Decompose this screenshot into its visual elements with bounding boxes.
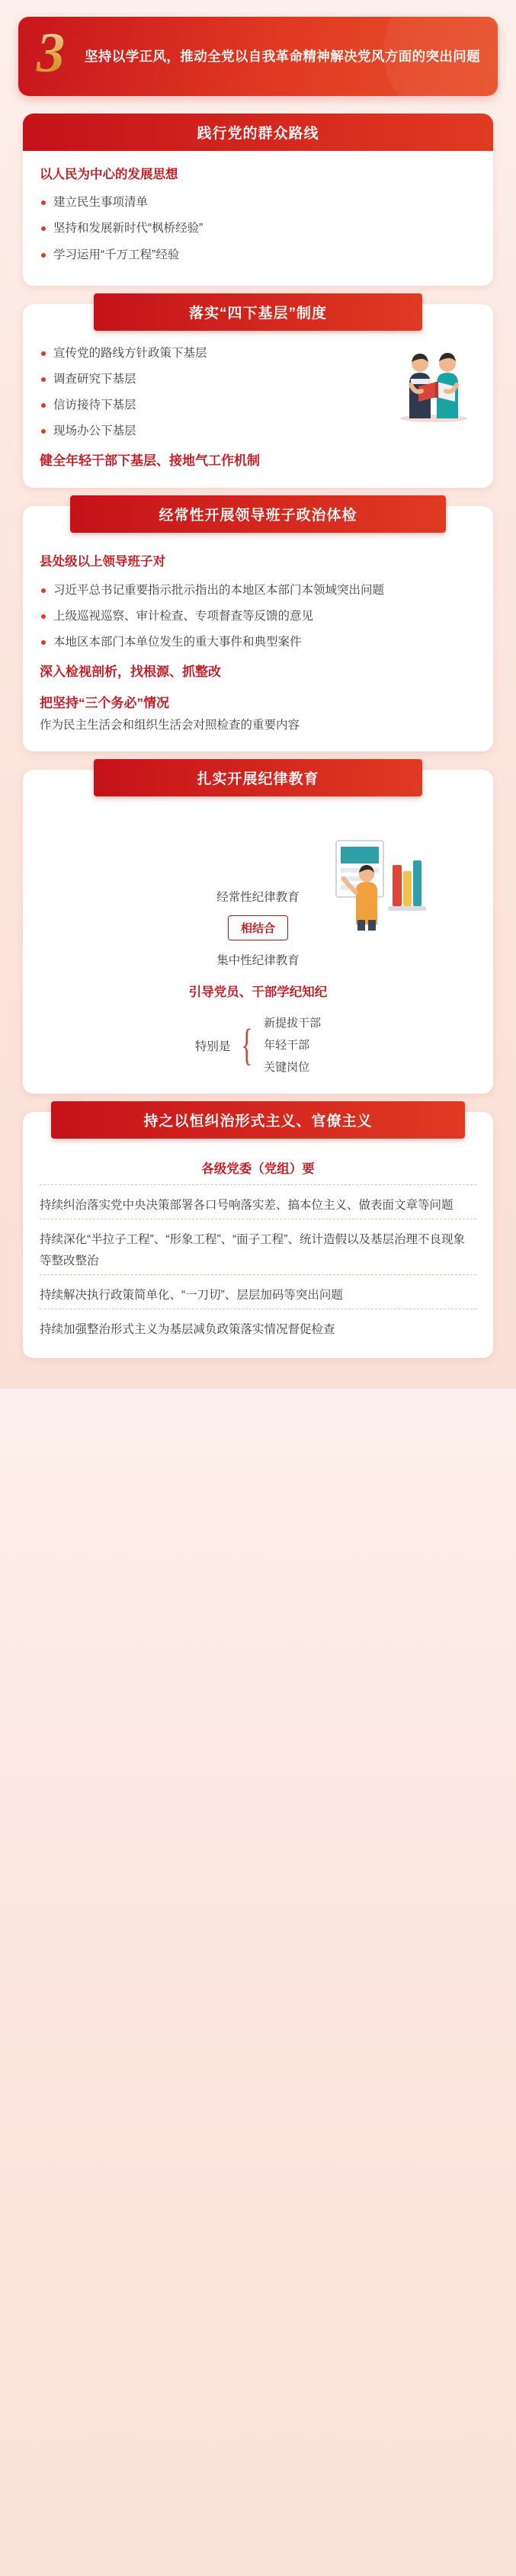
combine-pill: 相结合 — [228, 915, 288, 940]
card-emphasis: 健全年轻干部下基层、接地气工作机制 — [40, 453, 260, 469]
card-title: 践行党的群众路线 — [23, 114, 493, 151]
list-item: 习近平总书记重要指示批示指出的本地区本部门本领域突出问题 — [40, 580, 476, 601]
card-title: 扎实开展纪律教育 — [94, 759, 423, 796]
bullet-list — [40, 192, 476, 264]
brace-group — [40, 1012, 476, 1079]
list-item: 学习运用“千万工程”经验 — [40, 245, 476, 265]
education-line-1: 经常性纪律教育 — [216, 890, 300, 904]
text-block: 持续纠治落实党中央决策部署各口号响落实差、搞本位主义、做表面文章等问题 — [40, 1184, 476, 1219]
card-lead: 县处级以上领导班子对 — [40, 555, 165, 569]
card-formalism-bureaucracy — [23, 1112, 493, 1357]
card-emphasis-2: 把坚持“三个务必”情况 — [40, 695, 169, 710]
brace-item: 年轻干部 — [264, 1038, 310, 1052]
education-emphasis: 引导党员、干部学纪知纪 — [188, 985, 328, 999]
card-emphasis-1: 深入检视剖析，找根源、抓整改 — [40, 664, 221, 679]
section-number: 3 — [32, 32, 74, 81]
brace-icon: { — [241, 1020, 253, 1070]
card-title: 经常性开展领导班子政治体检 — [70, 495, 447, 533]
text-block: 持续深化“半拉子工程”、“形象工程”、“面子工程”、统计造假以及基层治理不良现象等整改整治 — [40, 1219, 476, 1274]
infographic-page — [0, 17, 516, 1358]
card-lead: 各级党委（党组）要 — [201, 1162, 315, 1177]
list-item: 现场办公下基层 — [40, 421, 476, 441]
card-four-downs — [23, 304, 493, 488]
section-header — [18, 17, 498, 96]
education-line-2: 集中性纪律教育 — [216, 953, 300, 967]
bullet-list — [40, 580, 476, 652]
list-item: 宣传党的路线方针政策下基层 — [40, 343, 476, 364]
list-item: 本地区本部门本单位发生的重大事件和典型案件 — [40, 632, 476, 652]
card-body — [23, 807, 493, 1079]
brace-item: 关键岗位 — [264, 1061, 310, 1075]
text-block: 持续解决执行政策简单化、“一刀切”、层层加码等突出问题 — [40, 1274, 476, 1309]
card-lead: 以人民为中心的发展思想 — [40, 167, 178, 181]
list-item: 上级巡视巡察、审计检查、专项督查等反馈的意见 — [40, 606, 476, 626]
card-note: 作为民主生活会和组织生活会对照检查的重要内容 — [40, 718, 300, 732]
list-item: 调查研究下基层 — [40, 369, 476, 389]
card-body — [23, 539, 493, 736]
text-block: 持续加强整治形式主义为基层减负政策落实情况督促检查 — [40, 1309, 476, 1343]
list-item: 坚持和发展新时代“枫桥经验” — [40, 218, 476, 239]
card-body — [23, 152, 493, 265]
brace-items — [264, 1012, 321, 1079]
card-title: 持之以恒纠治形式主义、官僚主义 — [51, 1101, 465, 1139]
section-title: 坚持以学正风，推动全党以自我革命精神解决党风方面的突出问题 — [85, 48, 481, 64]
card-title: 落实“四下基层”制度 — [94, 293, 423, 331]
card-body — [23, 1145, 493, 1342]
card-political-checkup — [23, 506, 493, 751]
list-item: 建立民生事项清单 — [40, 192, 476, 213]
brace-label: 特别是 — [194, 1040, 231, 1053]
person-presenting-books-illustration — [322, 835, 437, 932]
list-item: 信访接待下基层 — [40, 395, 476, 415]
two-people-reading-illustration — [388, 336, 479, 424]
card-mass-line — [23, 114, 493, 286]
brace-item: 新提拔干部 — [264, 1016, 322, 1030]
card-discipline-education — [23, 770, 493, 1094]
